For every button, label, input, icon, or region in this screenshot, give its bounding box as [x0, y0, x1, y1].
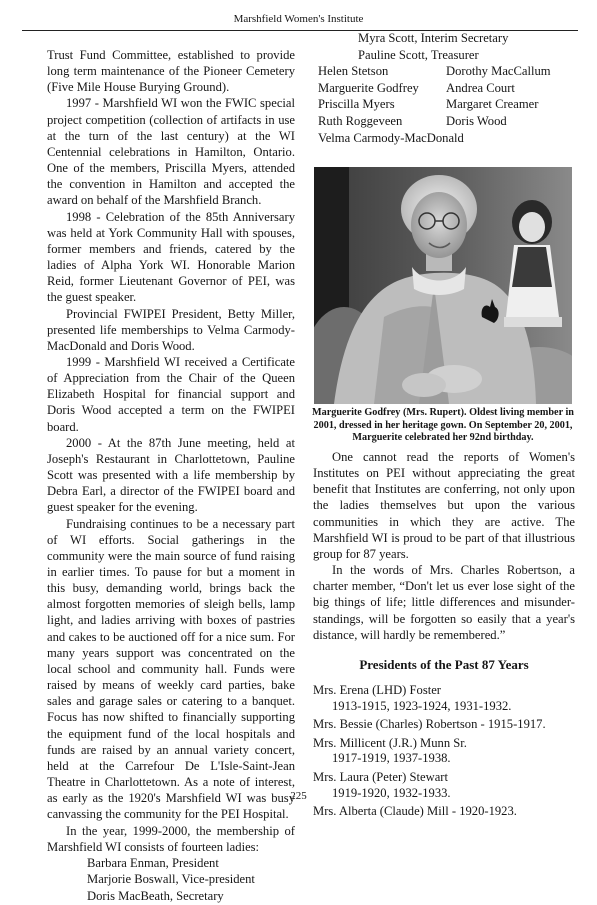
president-years: 1917-1919, 1937-1938.	[332, 751, 451, 766]
president-years: 1913-1915, 1923-1924, 1931-1932.	[332, 698, 512, 713]
president-name: Mrs. Laura (Peter) Stewart	[313, 770, 448, 784]
member-grid	[318, 63, 576, 129]
member-name: Marguerite Godfrey	[318, 80, 419, 95]
paragraph: 1999 - Marshfield WI received a Certificate of Appreciation from the Chair of the Queen Elizabeth Hospital for financial support and Doris Wood accepted a term on the FWIPEI board.	[47, 354, 295, 434]
portrait-photo	[314, 167, 572, 404]
paragraph: In the year, 1999-2000, the membership of Marshfield WI consists of fourteen ladies:	[47, 823, 295, 854]
president-name: Mrs. Millicent (J.R.) Munn Sr.	[313, 735, 467, 750]
portrait-illustration	[314, 167, 572, 404]
president-name: Mrs. Bessie (Charles) Robertson - 1915-1917.	[313, 717, 546, 732]
officer-entry: Marjorie Boswall, Vice-president	[87, 872, 255, 887]
paragraph: Fundraising continues to be a necessary part of WI efforts. Social gatherings in the community were the main source of fund raising in earlier times. To pause for but a moment in this busy, demanding world, brings back the almost forgotten memories of sleigh bells, lamp light, and ladies arriving with boxes of pastries and cakes to be auctioned off for a nice sum. For many years support was concentrated on the local school and community hall. Funds were raised by means of weekly card parties, bake sales and garage sales or catering to a banquet. Focus has now shifted to financially supporting the equipment fund of the local hospitals and funds are raised by an annual variety concert, held at the Carrefour De L'Isle-Saint-Jean Theatre in Charlottetown. As a note of interest, as early as the 1920's Marshfield WI was busy canvassing the community for the PEI Hospital.	[47, 516, 295, 822]
paragraph: Trust Fund Committee, established to provide long term maintenance of the Pioneer Cemetery (Five Mile House Burying Ground).	[47, 48, 295, 95]
member-name: Velma Carmody-MacDonald	[318, 130, 464, 145]
officer-list	[87, 855, 295, 905]
left-column	[47, 47, 295, 905]
running-header: Marshfield Women's Institute	[233, 13, 364, 25]
officer-entry: Doris MacBeath, Secretary	[87, 889, 224, 903]
paragraph: 1997 - Marshfield WI won the FWIC special project competition (collection of artifacts in use at the turn of the last century) at the WI Centennial celebrations in Hamilton, Ontario. One of the members, Priscilla Myers, attended the convention in Hamilton and accepted the award on behalf of the Marshfield Branch.	[47, 96, 295, 208]
member-name: Ruth Roggeveen	[318, 113, 403, 128]
officer-entry: Myra Scott, Interim Secretary	[358, 31, 509, 45]
member-name: Doris Wood	[446, 113, 507, 128]
officer-entry: Barbara Enman, President	[87, 855, 219, 870]
member-name: Andrea Court	[446, 80, 515, 95]
photo-caption: Marguerite Godfrey (Mrs. Rupert). Oldest living member in 2001, dressed in her heritage gown. On September 20, 2001, Marguerite celebrated her 92nd birthday.	[312, 407, 574, 444]
right-column	[313, 449, 575, 820]
section-heading: Presidents of the Past 87 Years	[359, 656, 529, 672]
member-list-block	[318, 30, 576, 146]
paragraph: One cannot read the reports of Women's Institutes on PEI without appreciating the great benefit that Institutes are conferring, not only upon the ladies themselves but upon the various communities in which they are active. The Marshfield WI is proud to be part of that illustrious group for 87 years.	[313, 450, 575, 561]
paragraph: In the words of Mrs. Charles Robertson, a charter member, “Don't let us ever lose sight of the big things of life; little differences and misunder-standings, will be forgotten so easily that a year's distance, will hardly be remembered.”	[313, 563, 575, 642]
president-name: Mrs. Erena (LHD) Foster	[313, 683, 442, 698]
paragraph: 1998 - Celebration of the 85th Anniversary was held at York Community Hall with spouses, former members and friends, catered by the ladies of Alpha York WI. Honorable Marion Reid, former Lieutenant Governor of PEI, was the guest speaker.	[47, 209, 295, 305]
president-years: 1919-1920, 1932-1933.	[332, 785, 451, 800]
officer-list-continued	[358, 30, 576, 63]
member-name: Margaret Creamer	[446, 97, 539, 112]
member-name: Helen Stetson	[318, 64, 389, 79]
president-name: Mrs. Alberta (Claude) Mill - 1920-1923.	[313, 804, 517, 819]
page-number: 225	[290, 790, 307, 802]
member-name: Dorothy MacCallum	[446, 64, 551, 79]
paragraph: 2000 - At the 87th June meeting, held at Joseph's Restaurant in Charlottetown, Pauline Scott was presented with a life membership by Debra Earl, a director of the FWIPEI board and guest speaker for the evening.	[47, 435, 295, 515]
paragraph: Provincial FWIPEI President, Betty Miller, presented life memberships to Velma Carmody-MacDonald and Doris Wood.	[47, 306, 295, 353]
member-name: Priscilla Myers	[318, 97, 395, 112]
officer-entry: Pauline Scott, Treasurer	[358, 47, 479, 62]
